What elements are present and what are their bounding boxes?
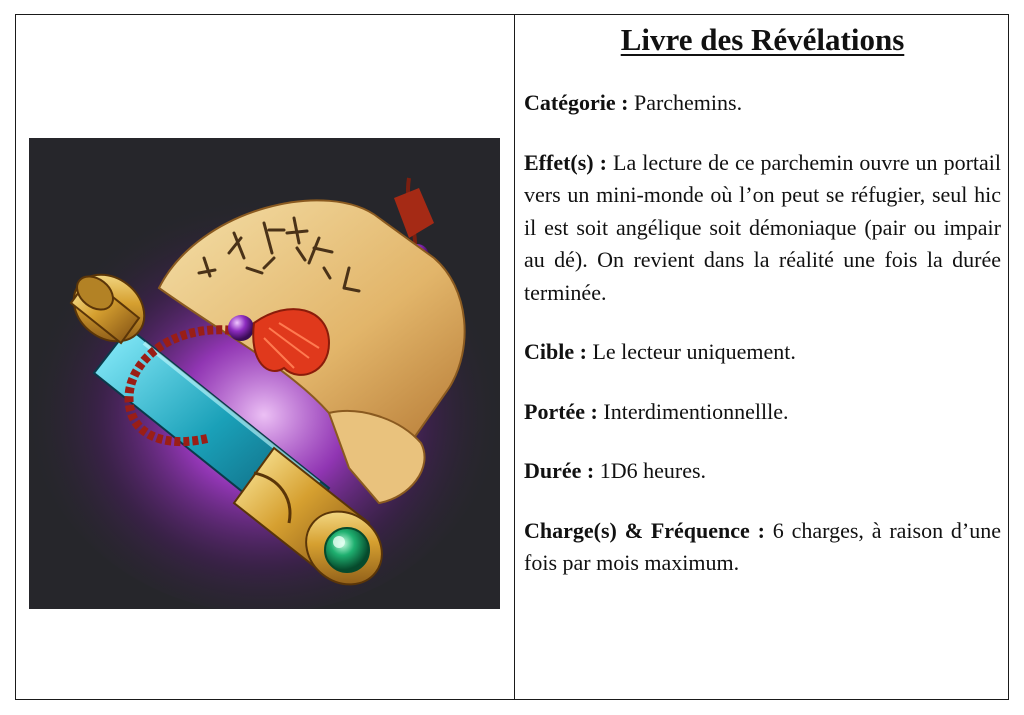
range-label: Portée : (524, 398, 598, 424)
field-category (524, 87, 1001, 120)
field-effect (524, 147, 1001, 310)
field-duration (524, 455, 1001, 488)
item-title: Livre des Révélations (620, 22, 905, 57)
category-label: Catégorie : (524, 90, 629, 115)
duration-label: Durée : (524, 458, 595, 483)
range-value: Interdimentionnellle. (603, 398, 789, 424)
effect-value: La lecture de ce parchemin ouvre un portail vers un mini-monde où l’on peut se réfugier, seul hic il est soit angélique soit démoniaque (pair ou impair au dé). On revient dans la réalité une fois la durée terminée. (524, 149, 1001, 305)
field-target (524, 336, 1001, 369)
scroll-illustration (29, 138, 500, 609)
target-label: Cible : (524, 339, 587, 364)
effect-label: Effet(s) : (524, 149, 607, 175)
charges-value: 6 charges, à raison d’une fois par mois maximum. (524, 517, 1001, 575)
duration-value: 1D6 heures. (599, 458, 707, 483)
target-value: Le lecteur uniquement. (592, 339, 796, 364)
field-range (524, 396, 1001, 429)
category-value: Parchemins. (633, 90, 743, 115)
item-details (524, 15, 1001, 580)
column-divider (514, 15, 515, 699)
item-card (15, 14, 1009, 700)
charges-label: Charge(s) & Fréquence : (524, 517, 765, 543)
scroll-artwork (29, 138, 500, 609)
field-charges (524, 515, 1001, 580)
